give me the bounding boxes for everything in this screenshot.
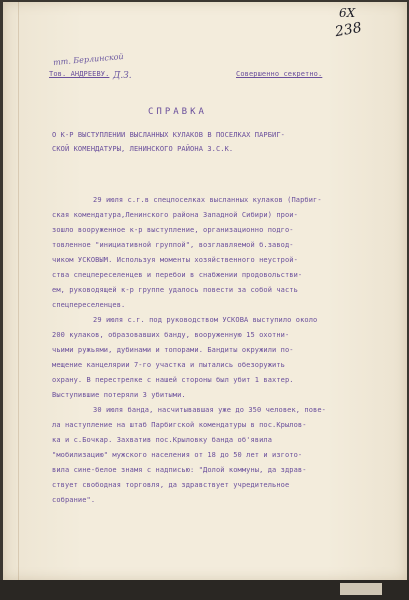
- archive-label: [340, 583, 382, 595]
- body-line: охрану. В перестрелке с нашей стороны был убит 1 вахтер.: [52, 376, 294, 384]
- body-line: ка и с.Бочкар. Захватив пос.Крыловку банда об'явила: [52, 436, 273, 444]
- body-line: 29 июля с.г. под руководством УСКОВА выступило около: [93, 316, 318, 324]
- classification-label: Совершенно секретно.: [236, 70, 323, 78]
- body-line: чьими ружьями, дубинами и топорами. Бандиты окружили по-: [52, 346, 294, 354]
- body-line: ства спецпереселенцев и перебои в снабжении продовольстви-: [52, 271, 303, 279]
- body-line: зошло вооруженное к-р выступление, организационно подго-: [52, 226, 294, 234]
- body-line: товленное "инициативной группой", возглавляемой б.завод-: [52, 241, 294, 249]
- body-line: Выступившие потеряли 3 убитыми.: [52, 391, 186, 399]
- body-line: собрание".: [52, 496, 96, 504]
- body-line: вила сине-белое знамя с надписью: "Долой коммуны, да здрав-: [52, 466, 307, 474]
- page-edge-line: [18, 2, 19, 580]
- document-subtitle-line: СКОЙ КОМЕНДАТУРЫ, ЛЕНИНСКОГО РАЙОНА З.С.К.: [52, 145, 234, 153]
- handwritten-corner-mark: 6Х: [339, 6, 356, 20]
- addressee-line: Тов. АНДРЕЕВУ.: [49, 70, 110, 78]
- handwritten-initials: Д.З.: [113, 71, 132, 81]
- document-subtitle-line: О К-Р ВЫСТУПЛЕНИИ ВЫСЛАННЫХ КУЛАКОВ В ПОСЕЛКАХ ПАРБИГ-: [52, 131, 285, 139]
- body-line: 29 июля с.г.в спецпоселках высланных кулаков (Парбиг-: [93, 196, 322, 204]
- body-line: чиком УСКОВЫМ. Используя моменты хозяйственного неустрой-: [52, 256, 298, 264]
- body-line: 30 июля банда, насчитывавшая уже до 350 человек, пове-: [93, 406, 326, 414]
- document-title: СПРАВКА: [148, 107, 207, 117]
- handwritten-addressee-note: тт. Берлинской: [52, 51, 124, 68]
- body-line: ствует свободная торговля, да здравствует учредительное: [52, 481, 290, 489]
- handwritten-folio-number: 238: [333, 19, 363, 41]
- body-line: ем, руководящей к-р группе удалось повести за собой часть: [52, 286, 298, 294]
- body-line: 200 кулаков, образовавших банду, вооруженную 15 охотни-: [52, 331, 290, 339]
- body-line: "мобилизацию" мужского населения от 18 до 50 лет и изгото-: [52, 451, 303, 459]
- body-line: мещение канцелярии 7-го участка и пытались обезоружить: [52, 361, 285, 369]
- body-line: спецпереселенцев.: [52, 301, 126, 309]
- body-line: ская комендатура,Ленинского района Западной Сибири) прои-: [52, 211, 298, 219]
- body-line: ла наступление на штаб Парбигской комендатуры в пос.Крылов-: [52, 421, 307, 429]
